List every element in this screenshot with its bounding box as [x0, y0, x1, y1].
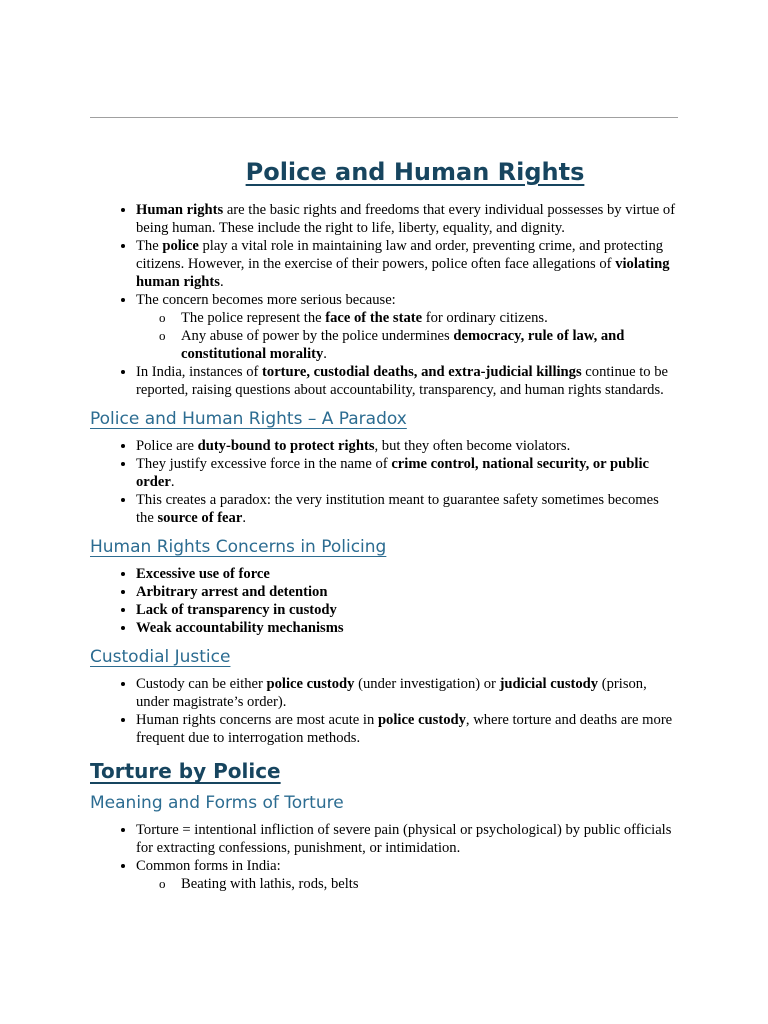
text: for ordinary citizens. — [422, 310, 548, 326]
list-item — [136, 237, 680, 291]
bold-text: Human rights — [136, 202, 224, 218]
sub-list — [136, 309, 680, 363]
list-item — [136, 201, 680, 237]
bold-text: democracy, rule of law, and constitutional morality — [181, 328, 625, 362]
text: The concern becomes more serious because: — [136, 292, 396, 308]
text: Beating with lathis, rods, belts — [181, 876, 359, 892]
text: Torture = intentional infliction of severe pain (physical or psychological) by public officials for extracting confessions, punishment, or intimidation. — [136, 822, 672, 856]
header-rule — [90, 117, 678, 118]
list-item — [136, 491, 680, 527]
list-item — [136, 291, 680, 363]
text: The police represent the — [181, 310, 326, 326]
sub-list-item — [181, 309, 680, 327]
sub-list — [136, 875, 680, 893]
custodial-list — [90, 675, 680, 747]
text: They justify excessive force in the name of — [136, 456, 392, 472]
sub-list-item — [181, 327, 680, 363]
bold-text: duty-bound to protect rights — [197, 438, 375, 454]
text: In India, instances of — [136, 364, 263, 380]
text: (under investigation) or — [354, 676, 500, 692]
bold-text: police — [162, 238, 199, 254]
text: play a vital role in maintaining law and order, preventing crime, and protecting citizens. However, in the exercise of their powers, police often face allegations of — [136, 238, 664, 272]
text: This creates a paradox: the very institution meant to guarantee safety sometimes becomes the — [136, 492, 659, 526]
document-body — [90, 155, 680, 897]
bold-text: Lack of transparency in custody — [136, 602, 337, 618]
list-item — [136, 565, 680, 583]
text: , but they often become violators. — [374, 438, 571, 454]
bold-text: Arbitrary arrest and detention — [136, 584, 328, 600]
paradox-list — [90, 437, 680, 527]
text: Human rights concerns are most acute in — [136, 712, 378, 728]
text: Police are — [136, 438, 198, 454]
sub-list-item — [181, 875, 680, 893]
page-title: Police and Human Rights — [245, 158, 585, 186]
bold-text: face of the state — [325, 310, 423, 326]
list-item — [136, 601, 680, 619]
text: Common forms in India: — [136, 858, 281, 874]
section-heading-custodial: Custodial Justice — [90, 647, 231, 667]
text: (prison, under magistrate’s order). — [136, 676, 647, 710]
bold-text: torture, custodial deaths, and extra-judicial killings — [262, 364, 582, 380]
list-item — [136, 583, 680, 601]
list-item — [136, 363, 680, 399]
text: . — [219, 274, 224, 290]
list-item — [136, 437, 680, 455]
bold-text: Excessive use of force — [136, 566, 270, 582]
intro-list — [90, 201, 680, 399]
bold-text: police custody — [377, 712, 466, 728]
section-heading-paradox: Police and Human Rights – A Paradox — [90, 409, 407, 429]
text: Any abuse of power by the police undermines — [181, 328, 454, 344]
text: . — [323, 346, 327, 362]
text: , where torture and deaths are more frequent due to interrogation methods. — [136, 712, 673, 746]
bold-text: police custody — [266, 676, 355, 692]
torture-list — [90, 821, 680, 893]
text: The — [136, 238, 163, 254]
list-item — [136, 455, 680, 491]
text: . — [242, 510, 246, 526]
list-item — [136, 619, 680, 637]
list-item — [136, 821, 680, 857]
subsection-heading-forms: Meaning and Forms of Torture — [90, 793, 344, 813]
bold-text: judicial custody — [499, 676, 599, 692]
section-heading-concerns: Human Rights Concerns in Policing — [90, 537, 387, 557]
bold-text: source of fear — [157, 510, 243, 526]
list-item — [136, 857, 680, 893]
bold-text: Weak accountability mechanisms — [136, 620, 344, 636]
text: continue to be reported, raising questions about accountability, transparency, and human rights standards. — [136, 364, 668, 398]
list-item — [136, 711, 680, 747]
text: Custody can be either — [136, 676, 267, 692]
text: . — [170, 474, 175, 490]
concerns-list — [90, 565, 680, 637]
bold-text: violating human rights — [136, 256, 670, 290]
list-item — [136, 675, 680, 711]
bold-text: crime control, national security, or public order — [136, 456, 649, 490]
text: are the basic rights and freedoms that every individual possesses by virtue of being human. These include the right to life, liberty, equality, and dignity. — [136, 202, 676, 236]
section-heading-torture: Torture by Police — [90, 759, 281, 783]
